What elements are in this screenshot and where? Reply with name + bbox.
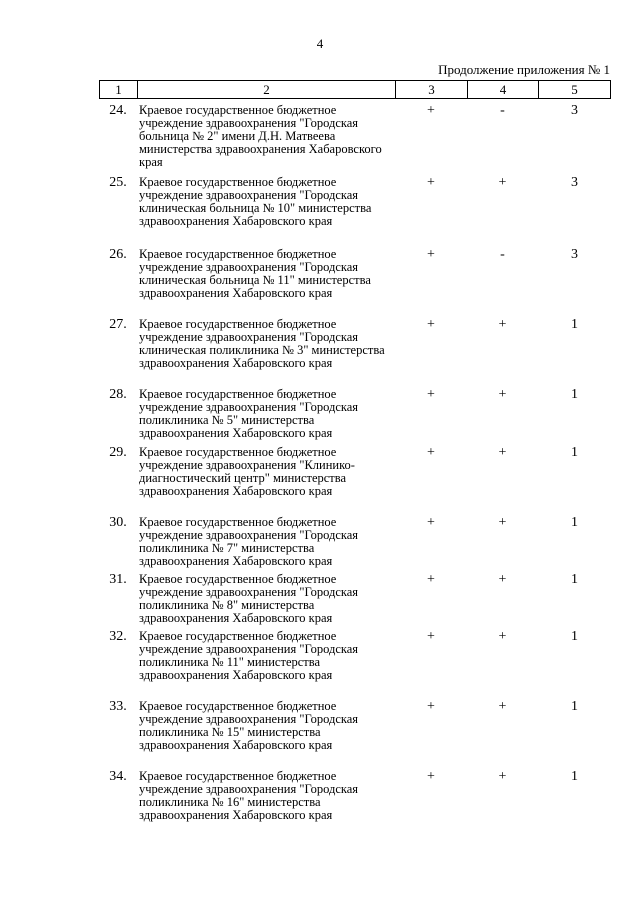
- table-row: [99, 700, 611, 770]
- table-row: [99, 248, 611, 318]
- institution-name: Краевое государственное бюджетное учреждение здравоохранения "Городская поликлиника № 8" министерства здравоохранения Хабаровского края: [139, 572, 359, 625]
- table-row: [99, 770, 611, 842]
- col4-mark: -: [500, 103, 505, 118]
- col3-mark: +: [427, 629, 435, 644]
- col3-mark: +: [427, 247, 435, 262]
- col4-mark: +: [498, 515, 507, 530]
- col5-value: 1: [571, 515, 578, 530]
- institution-name: Краевое государственное бюджетное учреждение здравоохранения "Городская больница № 2" имени Д.Н. Матвеева министерства здравоохранения Хабаровского края: [139, 103, 382, 169]
- institution-name: Краевое государственное бюджетное учреждение здравоохранения "Городская поликлиника № 15" министерства здравоохранения Хабаровского края: [139, 699, 359, 752]
- header-col-3: 3: [396, 81, 468, 98]
- row-number: 28.: [109, 387, 127, 402]
- table-row: [99, 573, 611, 630]
- col5-value: 3: [571, 247, 578, 262]
- header-col-1: 1: [100, 81, 138, 98]
- col4-mark: +: [498, 175, 507, 190]
- table-row: [99, 446, 611, 516]
- row-number: 32.: [109, 629, 127, 644]
- table-body: [99, 104, 611, 842]
- table-row: [99, 104, 611, 176]
- institution-name: Краевое государственное бюджетное учреждение здравоохранения "Городская поликлиника № 16" министерства здравоохранения Хабаровского края: [139, 769, 359, 822]
- row-number: 31.: [109, 572, 127, 587]
- col5-value: 1: [571, 387, 578, 402]
- col3-mark: +: [427, 175, 435, 190]
- header-col-5: 5: [571, 82, 578, 97]
- row-number: 29.: [109, 445, 127, 460]
- table-row: [99, 516, 611, 573]
- col5-value: 1: [571, 317, 578, 332]
- header-col-4: 4: [468, 81, 539, 98]
- col5-value: 1: [571, 445, 578, 460]
- col5-value: 3: [571, 175, 578, 190]
- col5-value: 1: [571, 699, 578, 714]
- col4-mark: +: [498, 629, 507, 644]
- row-number: 33.: [109, 699, 127, 714]
- col4-mark: +: [498, 445, 507, 460]
- col3-mark: +: [427, 103, 435, 118]
- col4-mark: +: [498, 699, 507, 714]
- institution-name: Краевое государственное бюджетное учреждение здравоохранения "Городская поликлиника № 11" министерства здравоохранения Хабаровского края: [139, 629, 359, 682]
- institution-name: Краевое государственное бюджетное учреждение здравоохранения "Городская поликлиника № 5" министерства здравоохранения Хабаровского края: [139, 387, 359, 440]
- col5-value: 1: [571, 572, 578, 587]
- col5-value: 1: [571, 629, 578, 644]
- table-row: [99, 388, 611, 446]
- col4-mark: -: [500, 247, 505, 262]
- row-number: 34.: [109, 769, 127, 784]
- table-header: [99, 80, 611, 99]
- col5-value: 3: [571, 103, 578, 118]
- col3-mark: +: [427, 387, 435, 402]
- institution-name: Краевое государственное бюджетное учреждение здравоохранения "Клинико-диагностический центр" министерства здравоохранения Хабаровского края: [139, 445, 355, 498]
- col3-mark: +: [427, 515, 435, 530]
- row-number: 30.: [109, 515, 127, 530]
- institution-name: Краевое государственное бюджетное учреждение здравоохранения "Городская клиническая больница № 10" министерства здравоохранения Хабаровского края: [139, 175, 372, 228]
- col3-mark: +: [427, 445, 435, 460]
- continuation-label: Продолжение приложения № 1: [438, 62, 610, 77]
- row-number: 24.: [109, 103, 127, 118]
- col3-mark: +: [427, 572, 435, 587]
- page-number: 4: [316, 36, 324, 51]
- header-col-2: 2: [138, 81, 396, 98]
- row-number: 25.: [109, 175, 127, 190]
- col3-mark: +: [427, 317, 435, 332]
- institution-name: Краевое государственное бюджетное учреждение здравоохранения "Городская клиническая больница № 11" министерства здравоохранения Хабаровского края: [139, 247, 371, 300]
- col3-mark: +: [427, 699, 435, 714]
- col4-mark: +: [498, 387, 507, 402]
- table-row: [99, 176, 611, 248]
- row-number: 27.: [109, 317, 127, 332]
- col4-mark: +: [498, 769, 507, 784]
- row-number: 26.: [109, 247, 127, 262]
- col5-value: 1: [571, 769, 578, 784]
- col4-mark: +: [498, 572, 507, 587]
- table-row: [99, 630, 611, 700]
- table-row: [99, 318, 611, 388]
- col3-mark: +: [427, 769, 435, 784]
- institution-name: Краевое государственное бюджетное учреждение здравоохранения "Городская клиническая поликлиника № 3" министерства здравоохранения Хабаровского края: [139, 317, 385, 370]
- col4-mark: +: [498, 317, 507, 332]
- institution-name: Краевое государственное бюджетное учреждение здравоохранения "Городская поликлиника № 7" министерства здравоохранения Хабаровского края: [139, 515, 359, 568]
